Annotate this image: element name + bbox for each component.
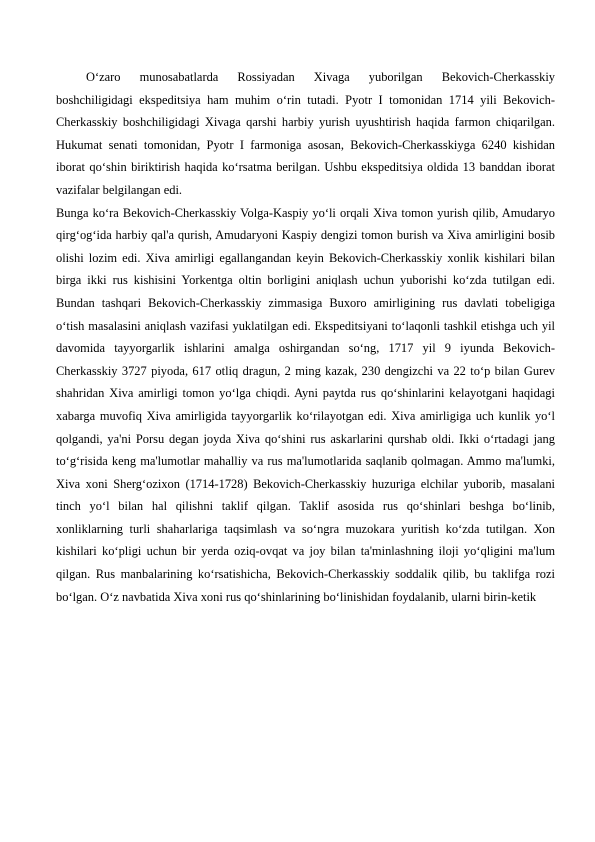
paragraph-1: O‘zaro munosabatlarda Rossiyadan Xivaga yuborilgan Bekovich-Cherkasskiy boshchiligidagi ekspeditsiya ham muhim o‘rin tutadi. Pyotr I tomonidan 1714 yili Bekovich-Cherkasskiy boshchiligidagi Xivaga qarshi harbiy yurish uyushtirish haqida farmon chiqarilgan. Hukumat senati tomonidan, Pyotr I farmoniga asosan, Bekovich-Cherkasskiyga 6240 kishidan iborat qo‘shin biriktirish haqida ko‘rsatma berilgan. Ushbu ekspeditsiya oldida 13 banddan iborat vazifalar belgilangan edi. — [56, 70, 555, 197]
body-text — [56, 66, 555, 608]
paragraph-2: Bunga ko‘ra Bekovich-Cherkasskiy Volga-Kaspiy yo‘li orqali Xiva tomon yurish qilib, Amudaryo qirg‘og‘ida harbiy qal'a qurish, Amudaryoni Kaspiy dengizi tomon burish va Xiva amirligini bosib olishi lozim edi. Xiva amirligi egallangandan keyin Bekovich-Cherkasskiy xonlik kishilari bilan birga ikki rus kishisini Yorkentga oltin borligini aniqlash uchun yuborishi ko‘zda tutilgan edi. Bundan tashqari Bekovich-Cherkasskiy zimmasiga Buxoro amirligining rus davlati tobeligiga o‘tish masalasini aniqlash vazifasi yuklatilgan edi. Ekspeditsiyani to‘laqonli tashkil etishga uch yil davomida tayyorgarlik ishlarini amalga oshirgandan so‘ng, 1717 yil 9 iyunda Bekovich-Cherkasskiy 3727 piyoda, 617 otliq dragun, 2 ming kazak, 230 dengizchi va 22 to‘p bilan Gurev shahridan Xiva amirligi tomon yo‘lga chiqdi. Ayni paytda rus qo‘shinlarini kelayotgani haqidagi xabarga muvofiq Xiva amirligida tayyorgarlik ko‘rilayotgan edi. Xiva amirligiga uch kunlik yo‘l qolgandi, ya'ni Porsu degan joyda Xiva qo‘shini rus askarlarini qurshab oldi. Ikki o‘rtadagi jang to‘g‘risida keng ma'lumotlar mahalliy va rus ma'lumotlarida saqlanib qolmagan. Ammo ma'lumki, Xiva xoni Sherg‘ozixon (1714-1728) Bekovich-Cherkasskiy huzuriga elchilar yuborib, masalani tinch yo‘l bilan hal qilishni taklif qilgan. Taklif asosida rus qo‘shinlari beshga bo‘linib, xonliklarning turli shaharlariga taqsimlash va so‘ngra muzokara yuritish ko‘zda tutilgan. Xon kishilari ko‘pligi uchun bir yerda oziq-ovqat va joy bilan ta'minlashning iloji yo‘qligini ma'lum qilgan. Rus manbalarining ko‘rsatishicha, Bekovich-Cherkasskiy soddalik qilib, bu taklifga rozi bo‘lgan. O‘z navbatida Xiva xoni rus qo‘shinlarining bo‘linishidan foydalanib, ularni birin-ketik — [56, 205, 555, 604]
